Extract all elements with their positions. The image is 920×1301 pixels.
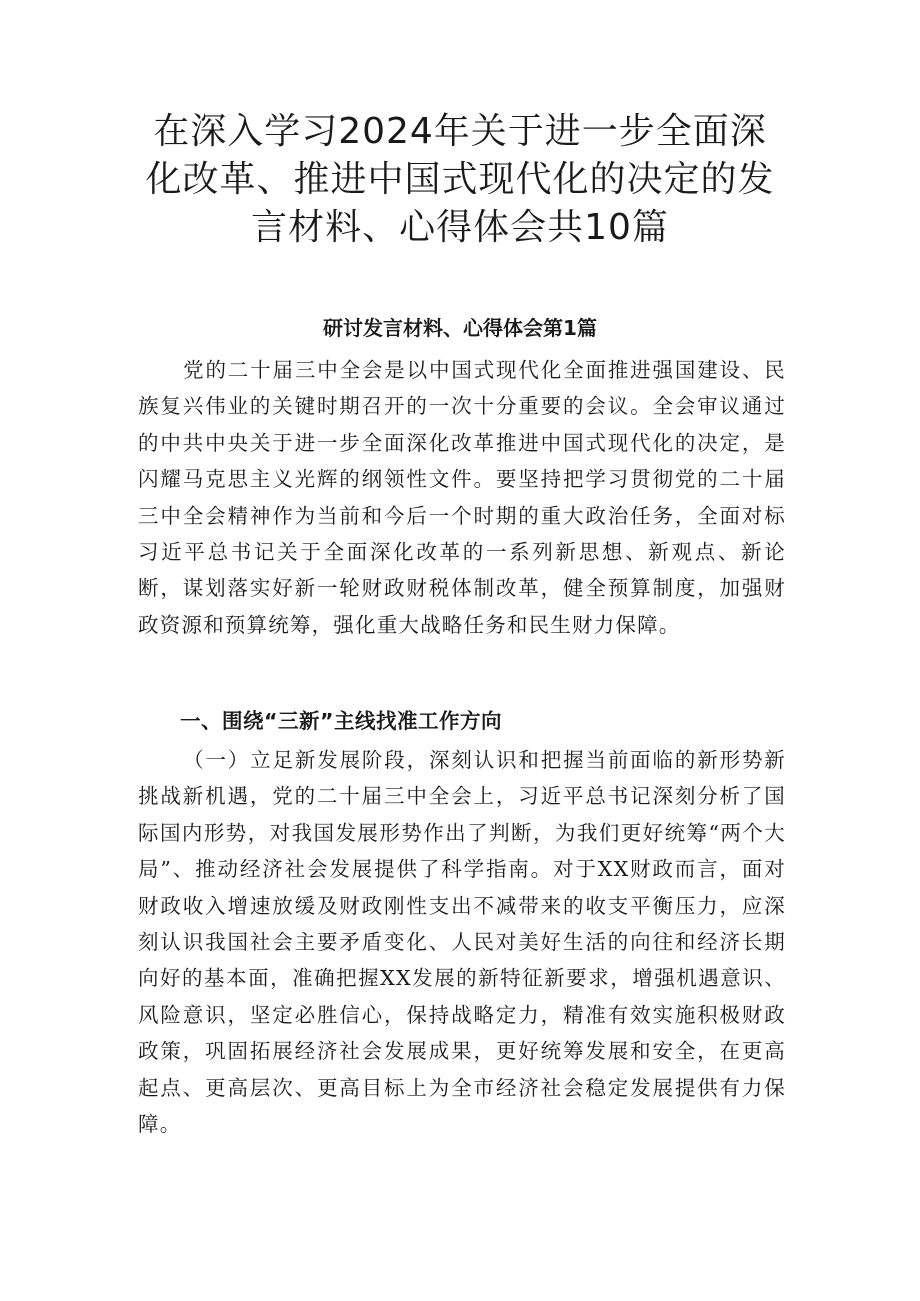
body-paragraph: （一）立足新发展阶段，深刻认识和把握当前面临的新形势新挑战新机遇，党的二十届三中全会上，习近平总书记深刻分析了国际国内形势，对我国发展形势作出了判断，为我们更好统筹“两个大局”、推动经济社会发展提供了科学指南。对于XX财政而言，面对财政收入增速放缓及财政刚性支出不减带来的收支平衡压力，应深刻认识我国社会主要矛盾变化、人民对美好生活的向往和经济长期向好的基本面，准确把握XX发展的新特征新要求，增强机遇意识、风险意识，坚定必胜信心，保持战略定力，精准有效实施积极财政政策，巩固拓展经济社会发展成果，更好统筹发展和安全，在更高起点、更高层次、更高目标上为全市经济社会稳定发展提供有力保障。 xyxy=(138,748,786,1137)
section-heading: 一、围绕“三新”主线找准工作方向 xyxy=(180,709,502,733)
body-paragraph: 党的二十届三中全会是以中国式现代化全面推进强国建设、民族复兴伟业的关键时期召开的一次十分重要的会议。全会审议通过的中共中央关于进一步全面深化改革推进中国式现代化的决定，是闪耀马克思主义光辉的纲领性文件。要坚持把学习贯彻党的二十届三中全会精神作为当前和今后一个时期的重大政治任务，全面对标习近平总书记关于全面深化改革的一系列新思想、新观点、新论断，谋划落实好新一轮财政财税体制改革，健全预算制度，加强财政资源和预算统筹，强化重大战略任务和民生财力保障。 xyxy=(138,358,786,637)
document-title: 在深入学习2024年关于进一步全面深化改革、推进中国式现代化的决定的发言材料、心得体会共10篇 xyxy=(145,111,775,248)
section-title: 研讨发言材料、心得体会第1篇 xyxy=(323,316,597,340)
